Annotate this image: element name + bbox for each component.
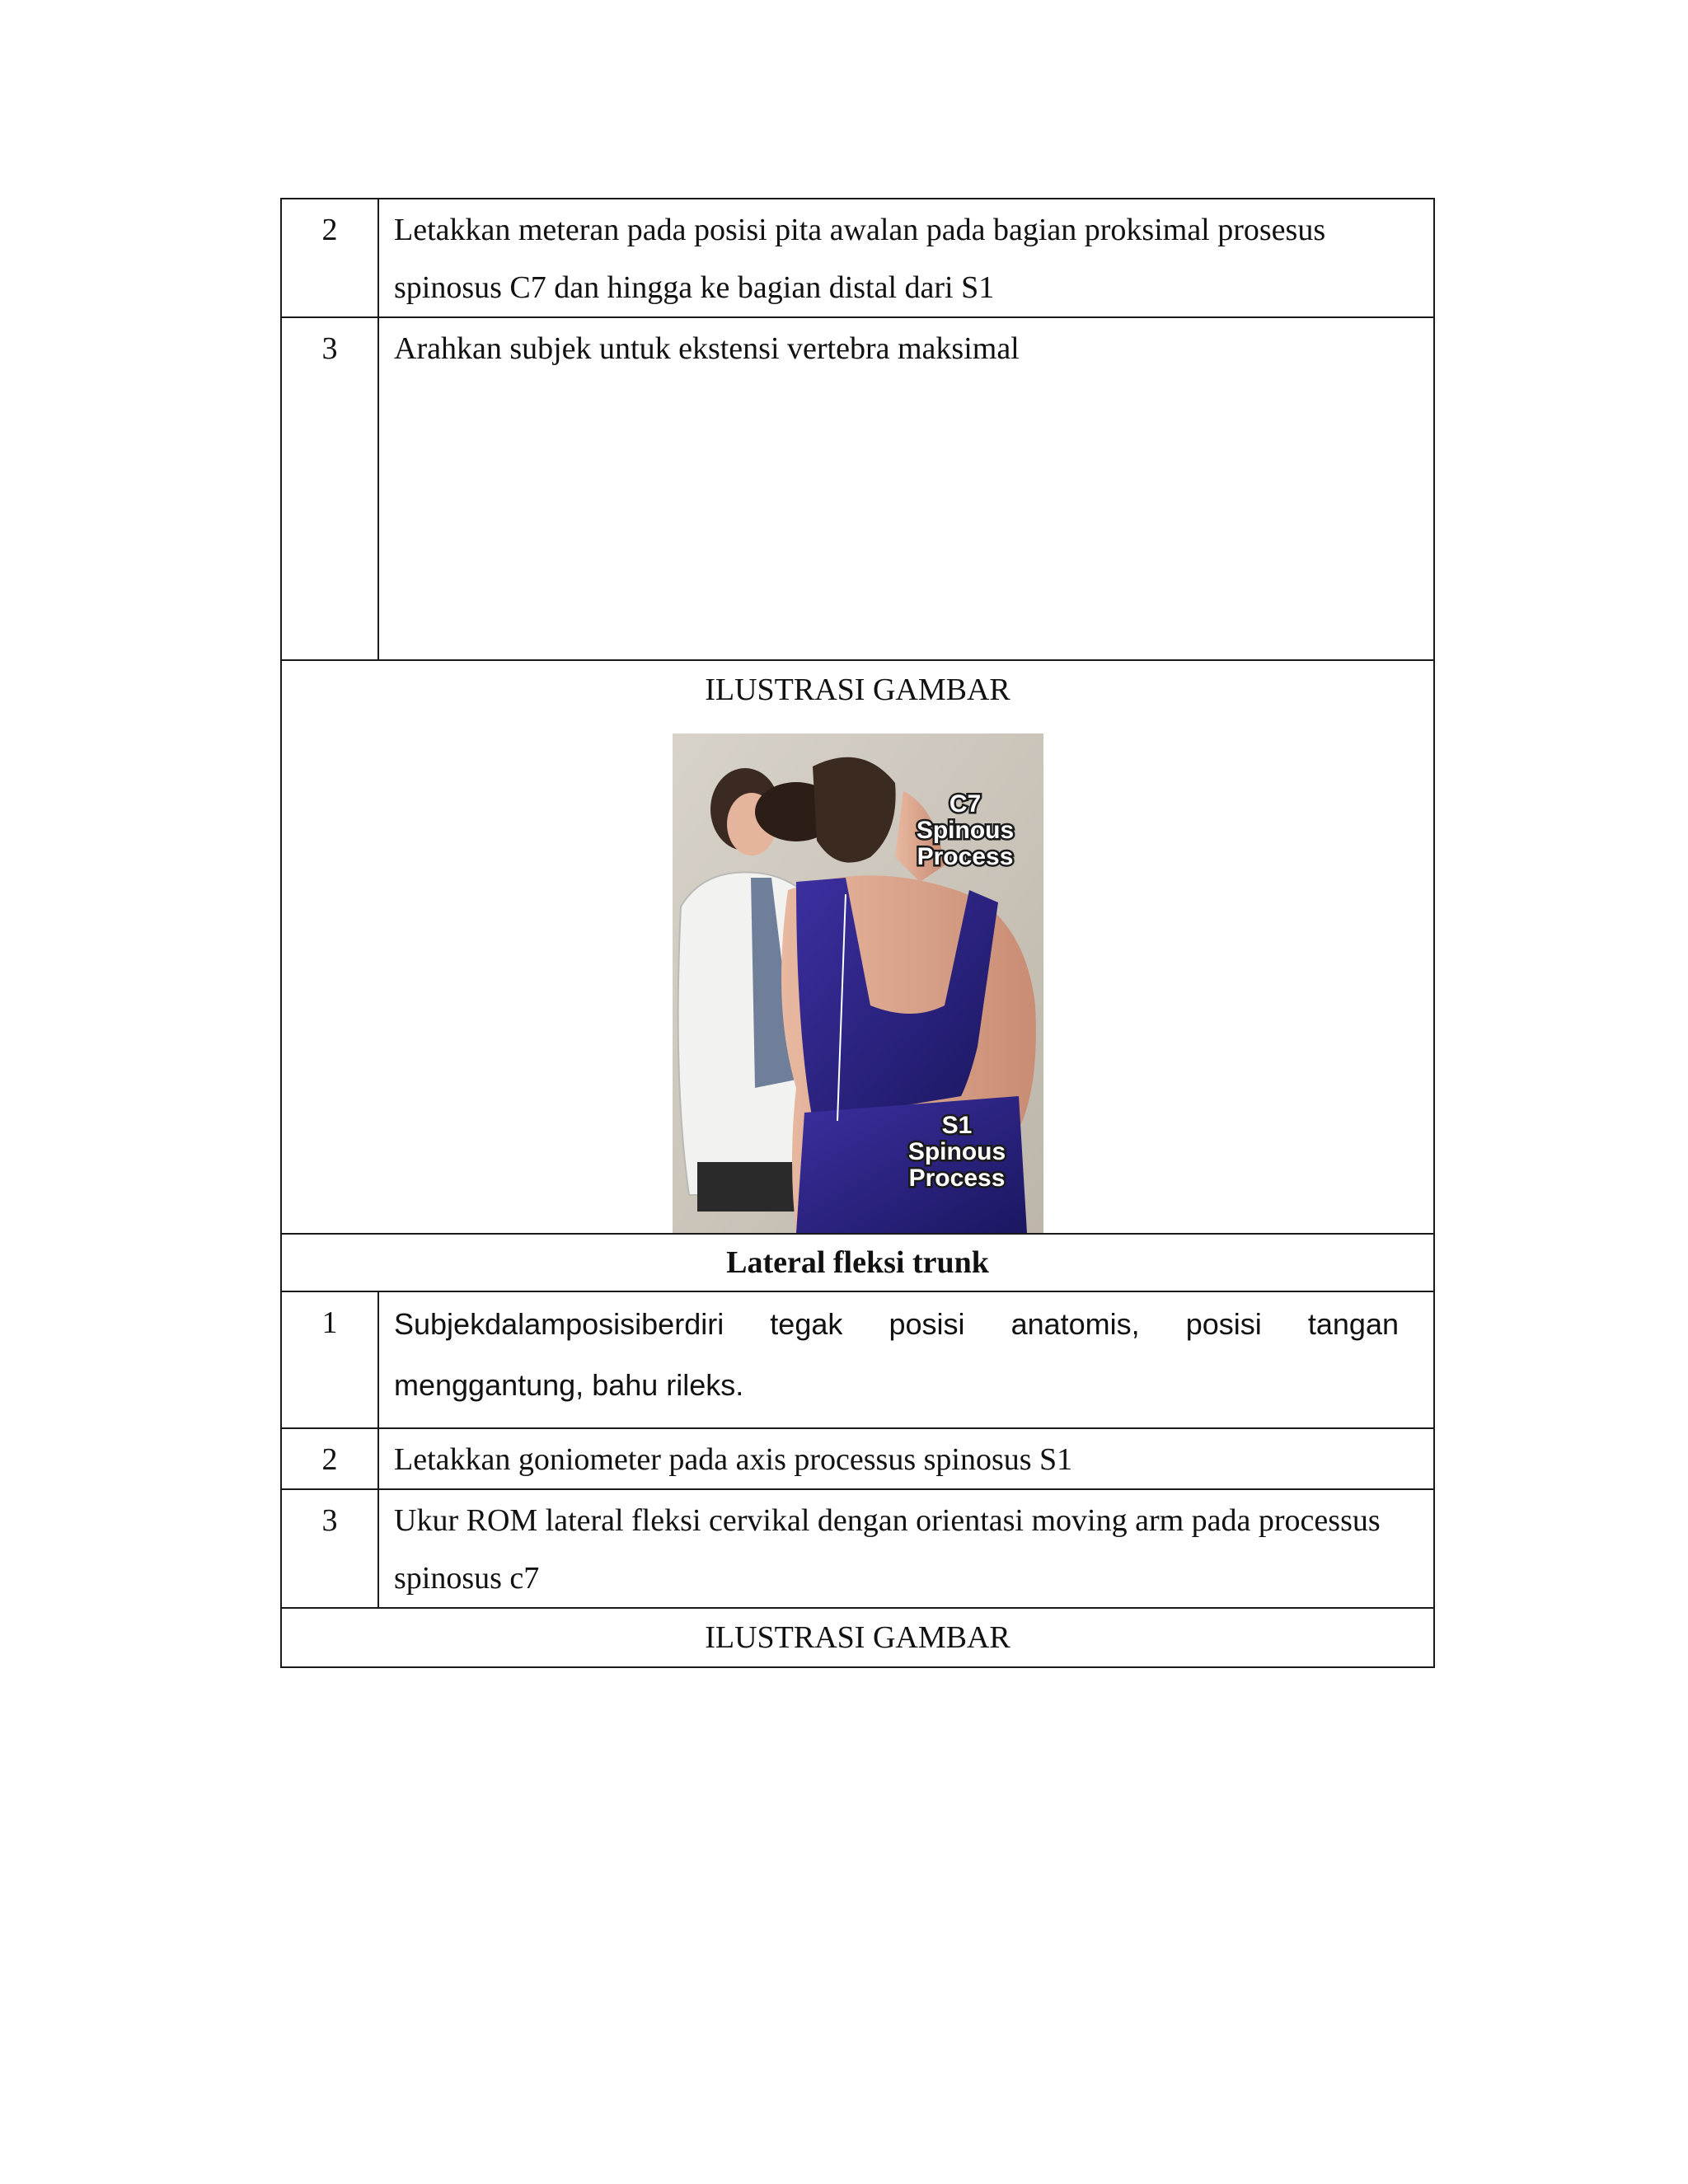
c7-label-line2: Spinous bbox=[916, 817, 1014, 844]
step-number: 3 bbox=[281, 1489, 378, 1608]
illustration-cell bbox=[281, 660, 1434, 1234]
illustration-heading: ILUSTRASI GAMBAR bbox=[281, 1608, 1434, 1667]
illustration-row bbox=[281, 660, 1434, 1234]
section-title-row bbox=[281, 1234, 1434, 1291]
section-title: Lateral fleksi trunk bbox=[281, 1234, 1434, 1291]
step-text: Arahkan subjek untuk ekstensi vertebra maksimal bbox=[378, 317, 1434, 660]
step-number: 3 bbox=[281, 317, 378, 660]
table-row bbox=[281, 1489, 1434, 1608]
step-number: 2 bbox=[281, 199, 378, 317]
procedure-table bbox=[280, 198, 1435, 1668]
step-number: 1 bbox=[281, 1291, 378, 1428]
illustration-row bbox=[281, 1608, 1434, 1667]
table-row bbox=[281, 1428, 1434, 1489]
s1-label-line1: S1 bbox=[941, 1112, 972, 1139]
step-text: Subjekdalamposisiberdiri tegak posisi anatomis, posisi tangan menggantung, bahu rileks. bbox=[378, 1291, 1434, 1428]
table-row bbox=[281, 1291, 1434, 1428]
table-row bbox=[281, 199, 1434, 317]
s1-label-line2: Spinous bbox=[907, 1138, 1006, 1165]
step-text: Ukur ROM lateral fleksi cervikal dengan orientasi moving arm pada processus spinosus c7 bbox=[378, 1489, 1434, 1608]
c7-label-line1: C7 bbox=[949, 790, 981, 818]
table-row bbox=[281, 317, 1434, 660]
step-text: Letakkan meteran pada posisi pita awalan pada bagian proksimal prosesus spinosus C7 dan hingga ke bagian distal dari S1 bbox=[378, 199, 1434, 317]
step-number: 2 bbox=[281, 1428, 378, 1489]
measurement-photo bbox=[673, 733, 1043, 1233]
illustration-figure bbox=[282, 733, 1433, 1233]
illustration-heading: ILUSTRASI GAMBAR bbox=[705, 673, 1010, 707]
c7-label-line3: Process bbox=[917, 843, 1013, 870]
s1-label-line3: Process bbox=[908, 1165, 1005, 1192]
step-text: Letakkan goniometer pada axis processus spinosus S1 bbox=[378, 1428, 1434, 1489]
